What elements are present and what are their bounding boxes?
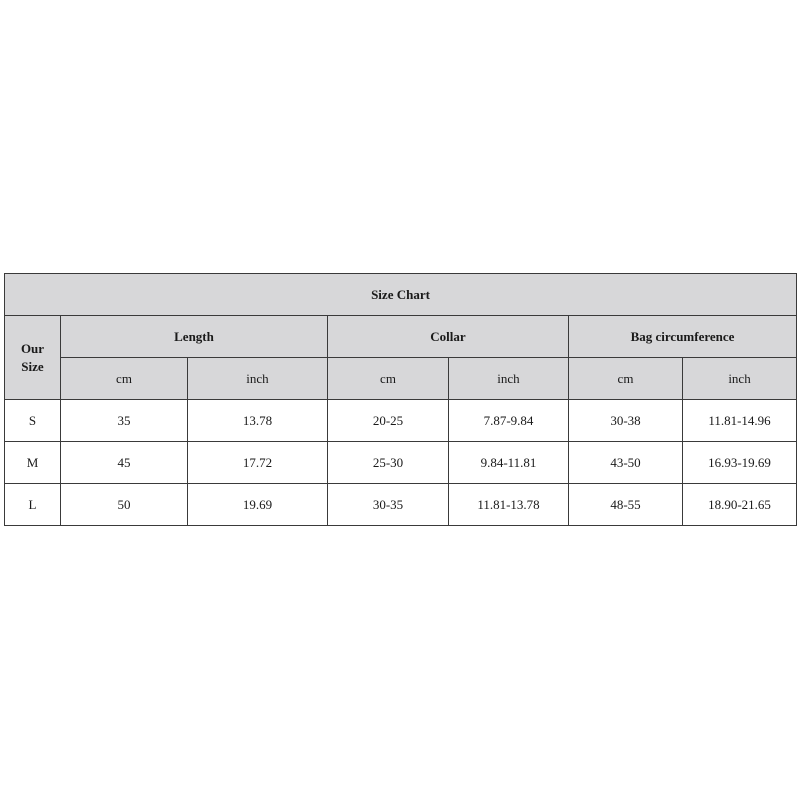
collar-cm-cell: 30-35	[328, 484, 449, 526]
size-cell: L	[5, 484, 61, 526]
table-row	[5, 484, 797, 526]
table-row	[5, 442, 797, 484]
size-chart-table	[4, 273, 797, 526]
length-inch-cell: 17.72	[188, 442, 328, 484]
length-inch-cell: 13.78	[188, 400, 328, 442]
title-row	[5, 274, 797, 316]
group-header-row	[5, 316, 797, 358]
length-cm-header: cm	[61, 358, 188, 400]
bag-circumference-header: Bag circumference	[569, 316, 797, 358]
length-cm-cell: 50	[61, 484, 188, 526]
unit-header-row	[5, 358, 797, 400]
length-header: Length	[61, 316, 328, 358]
size-cell: S	[5, 400, 61, 442]
length-inch-cell: 19.69	[188, 484, 328, 526]
length-cm-cell: 35	[61, 400, 188, 442]
bag-cm-cell: 48-55	[569, 484, 683, 526]
collar-inch-cell: 9.84-11.81	[449, 442, 569, 484]
collar-cm-cell: 20-25	[328, 400, 449, 442]
bag-cm-cell: 30-38	[569, 400, 683, 442]
length-inch-header: inch	[188, 358, 328, 400]
chart-title: Size Chart	[5, 274, 797, 316]
size-cell: M	[5, 442, 61, 484]
length-cm-cell: 45	[61, 442, 188, 484]
bag-cm-cell: 43-50	[569, 442, 683, 484]
collar-inch-cell: 7.87-9.84	[449, 400, 569, 442]
bag-cm-header: cm	[569, 358, 683, 400]
bag-inch-header: inch	[683, 358, 797, 400]
bag-inch-cell: 11.81-14.96	[683, 400, 797, 442]
our-size-header	[5, 316, 61, 400]
our-size-header-line2: Size	[21, 358, 44, 374]
bag-inch-cell: 18.90-21.65	[683, 484, 797, 526]
collar-cm-header: cm	[328, 358, 449, 400]
table-row	[5, 400, 797, 442]
collar-inch-cell: 11.81-13.78	[449, 484, 569, 526]
collar-cm-cell: 25-30	[328, 442, 449, 484]
collar-header: Collar	[328, 316, 569, 358]
bag-inch-cell: 16.93-19.69	[683, 442, 797, 484]
our-size-header-line1: Our	[20, 340, 45, 356]
collar-inch-header: inch	[449, 358, 569, 400]
